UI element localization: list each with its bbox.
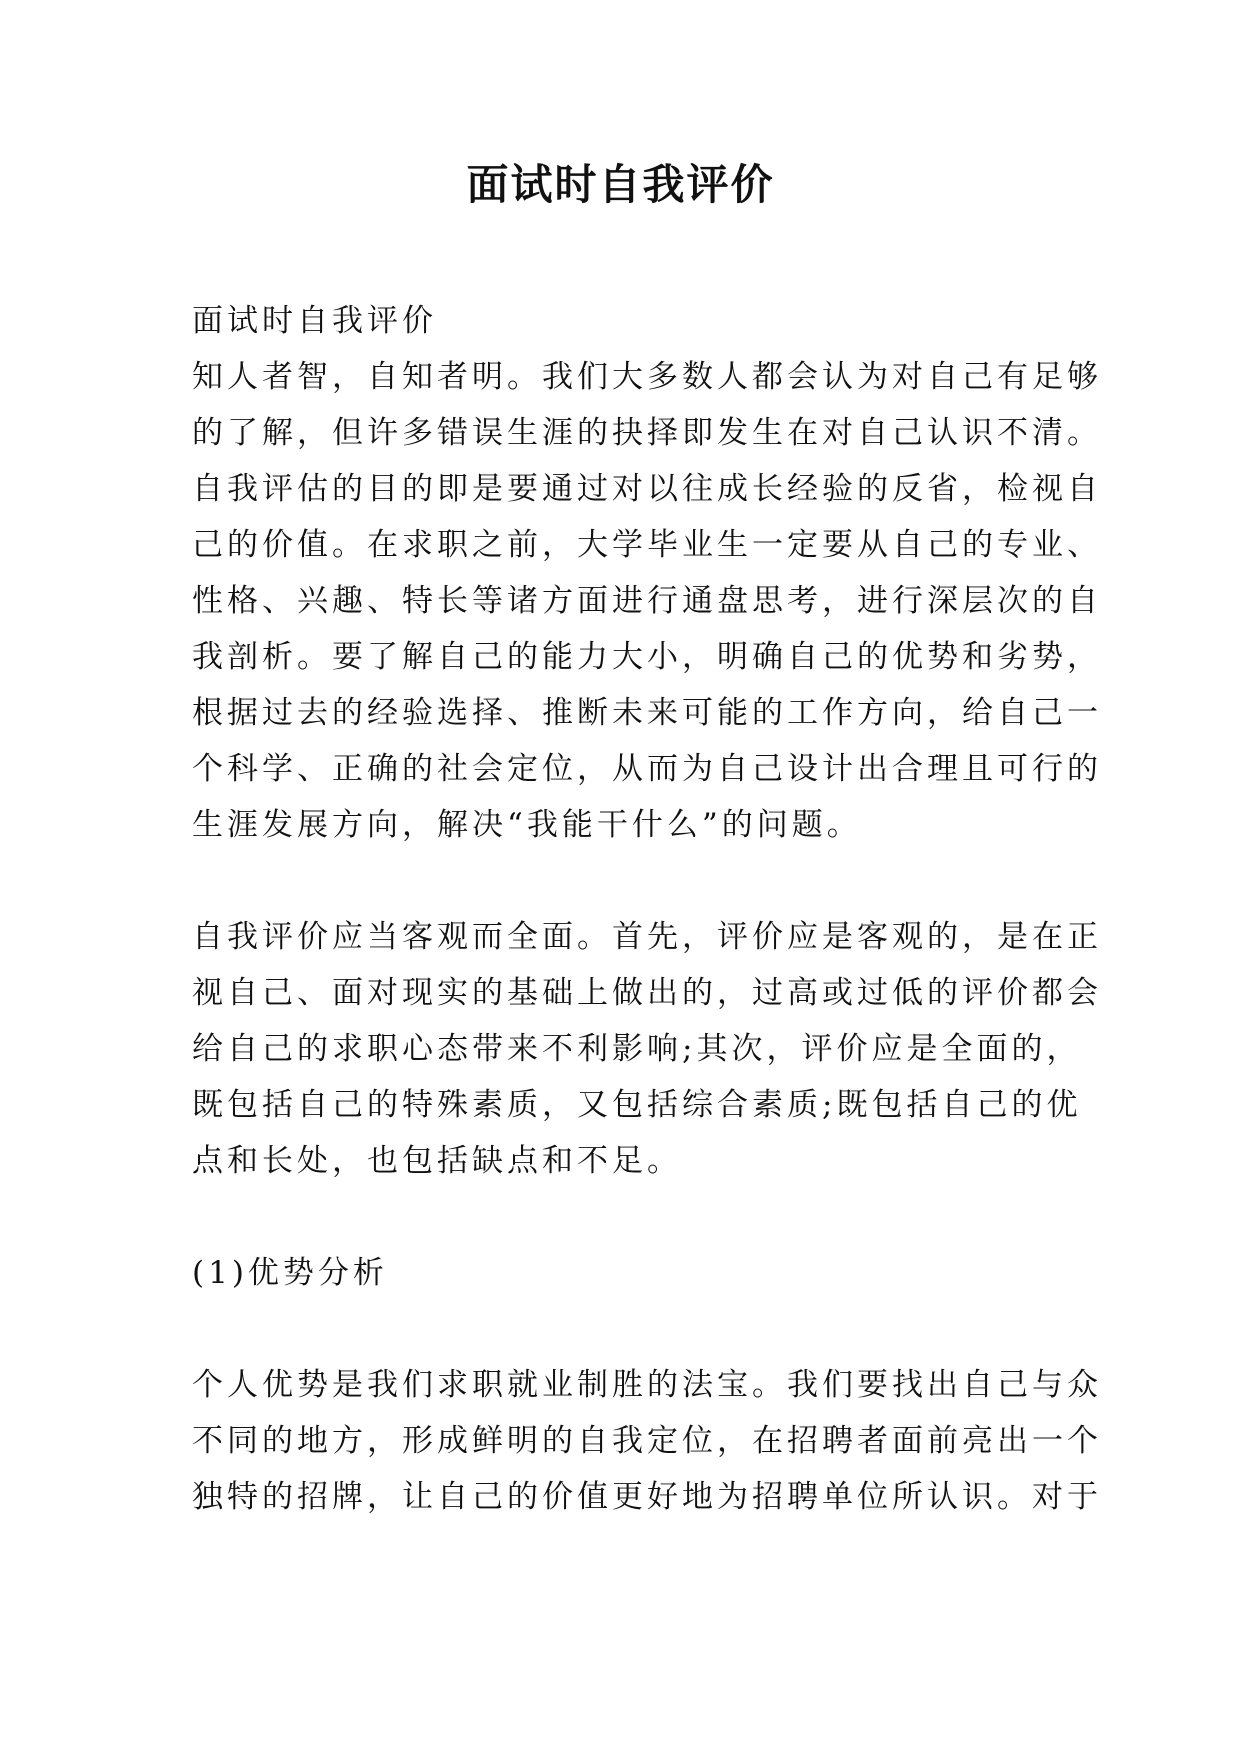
paragraph-3-line-1: 个人优势是我们求职就业制胜的法宝。我们要找出自己与众	[192, 1367, 1102, 1403]
paragraph-3-line-2: 不同的地方，形成鲜明的自我定位，在招聘者面前亮出一个	[192, 1423, 1102, 1459]
paragraph-3-line-3: 独特的招牌，让自己的价值更好地为招聘单位所认识。对于	[192, 1479, 1102, 1515]
paragraph-1-line-3: 自我评估的目的即是要通过对以往成长经验的反省，检视自	[192, 471, 1102, 507]
section-heading: (1)优势分析	[192, 1255, 388, 1291]
paragraph-1-line-9: 生涯发展方向，解决“我能干什么”的问题。	[192, 807, 862, 843]
paragraph-1-line-7: 根据过去的经验选择、推断未来可能的工作方向，给自己一	[192, 695, 1102, 731]
paragraph-gap	[192, 853, 1072, 909]
paragraph-1-line-5: 性格、兴趣、特长等诸方面进行通盘思考，进行深层次的自	[192, 583, 1102, 619]
paragraph-1-line-1: 知人者智，自知者明。我们大多数人都会认为对自己有足够	[192, 359, 1102, 395]
paragraph-2-line-5: 点和长处，也包括缺点和不足。	[192, 1143, 682, 1179]
paragraph-1-line-8: 个科学、正确的社会定位，从而为自己设计出合理且可行的	[192, 751, 1102, 787]
paragraph-1-line-2: 的了解，但许多错误生涯的抉择即发生在对自己认识不清。	[192, 415, 1102, 451]
paragraph-1-line-6: 我剖析。要了解自己的能力大小，明确自己的优势和劣势，	[192, 639, 1102, 675]
subtitle-line: 面试时自我评价	[192, 303, 437, 339]
paragraph-gap	[192, 1189, 1072, 1245]
paragraph-1-line-4: 己的价值。在求职之前，大学毕业生一定要从自己的专业、	[192, 527, 1102, 563]
paragraph-2-line-3: 给自己的求职心态带来不利影响;其次，评价应是全面的，	[192, 1031, 1082, 1067]
paragraph-2-line-2: 视自己、面对现实的基础上做出的，过高或过低的评价都会	[192, 975, 1102, 1011]
document-title: 面试时自我评价	[466, 160, 775, 209]
paragraph-2-line-1: 自我评价应当客观而全面。首先，评价应是客观的，是在正	[192, 919, 1102, 955]
paragraph-2-line-4: 既包括自己的特殊素质，又包括综合素质;既包括自己的优	[192, 1087, 1082, 1123]
paragraph-gap	[192, 1301, 1072, 1357]
document-body	[192, 293, 1102, 1525]
